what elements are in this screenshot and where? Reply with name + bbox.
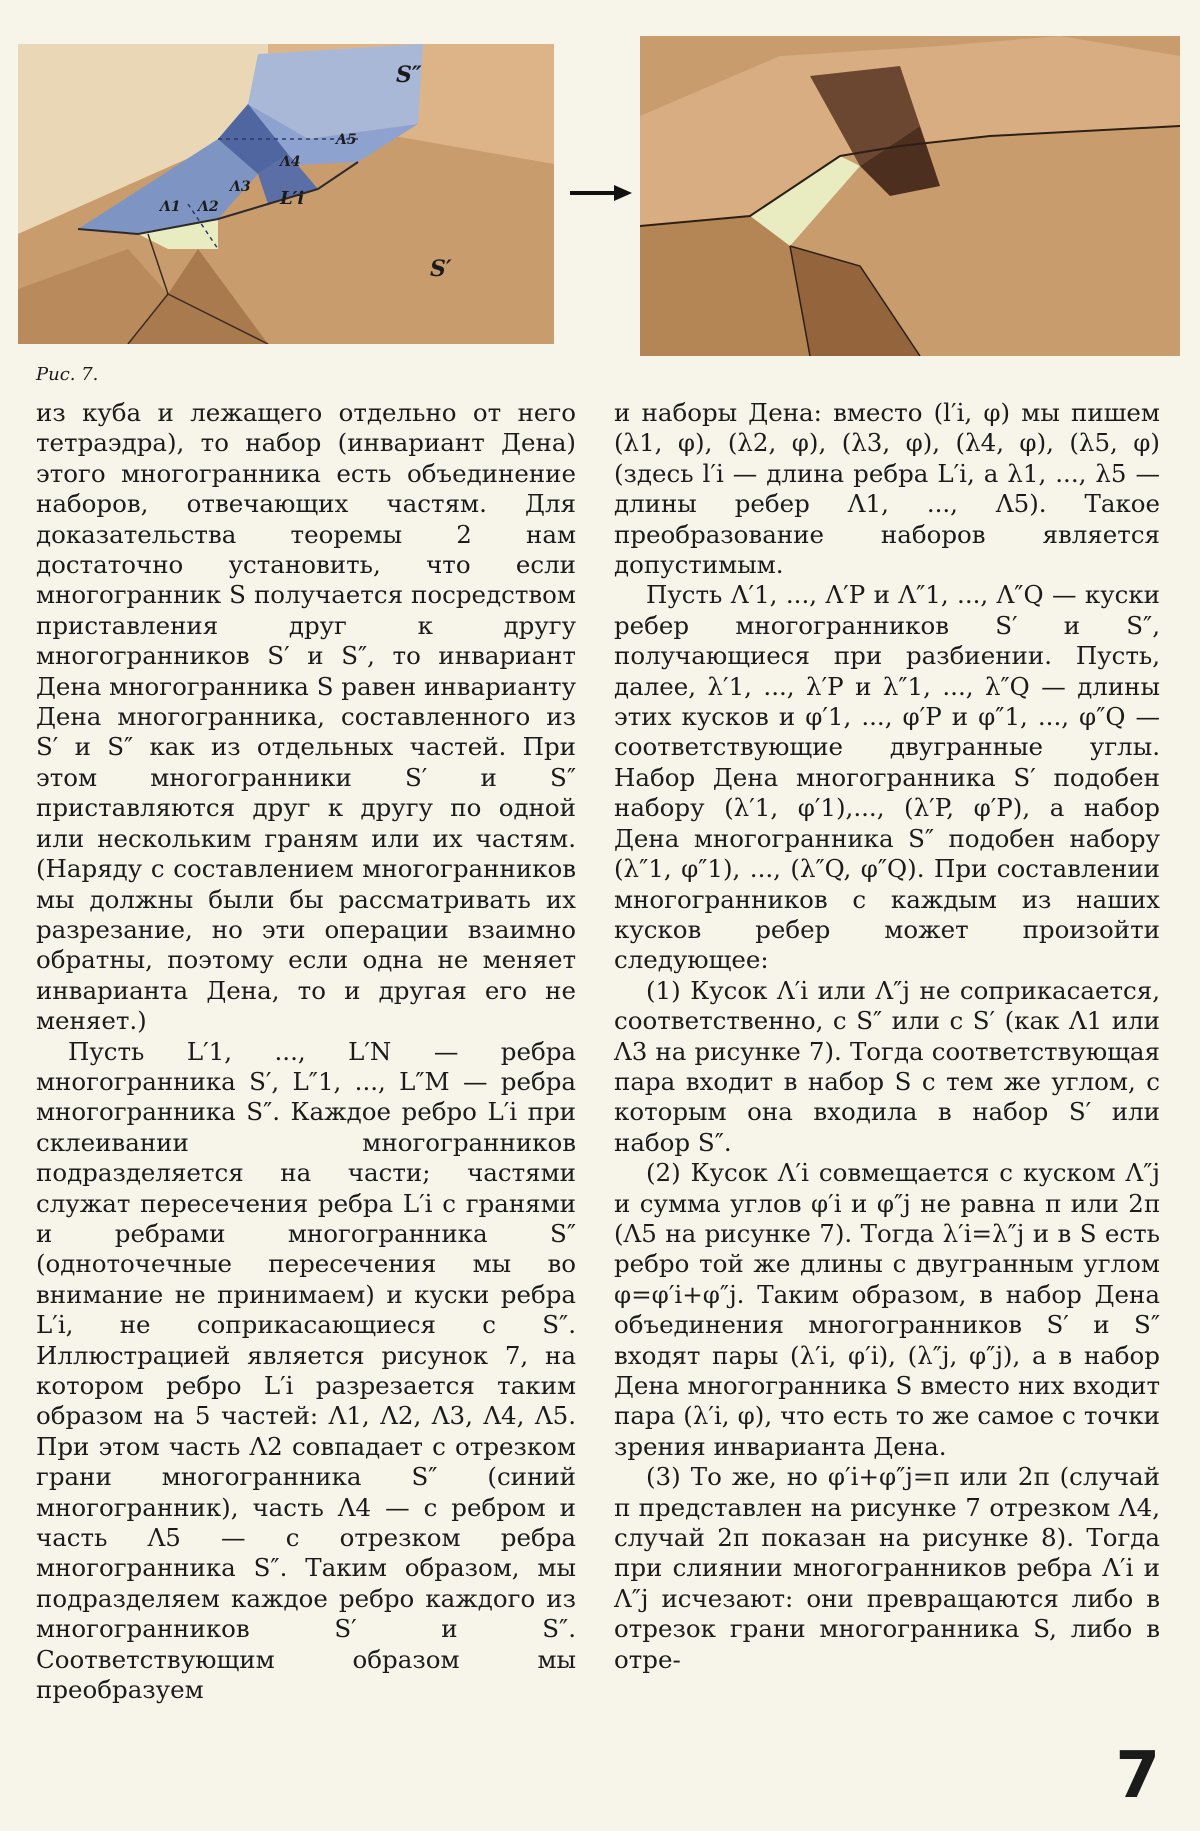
paragraph: Пусть Λ′1, ..., Λ′P и Λ″1, ..., Λ″Q — куски ребер многогранников S′ и S″, получающиеся при разбиении. Пусть, далее, λ′1, ..., λ′P и λ″1, ..., λ″Q — длины этих кусков и φ′1, ..., φ′P и φ″1, ..., φ″Q — соответствующие двугранные углы. Набор Дена многогранника S′ подобен набору (λ′1, φ′1),..., (λ′P, φ′P), а набор Дена многогранника S″ подобен набору (λ″1, φ″1), ..., (λ″Q, φ″Q). При составлении многогранников с каждым из наших кусков ребер может произойти следующее: [614, 580, 1160, 975]
label-lambda3: Λ3 [230, 179, 251, 195]
paragraph: (2) Кусок Λ′i совмещается с куском Λ″j и сумма углов φ′i и φ″j не равна π или 2π (Λ5 на рисунке 7). Тогда λ′i=λ″j и в S есть ребро той же длины с двугранным углом φ=φ′i+φ″j. Таким образом, в набор Дена объединения многогранников S′ и S″ входят пары (λ′i, φ′i), (λ″j, φ″j), а в набор Дена многогранника S вместо них входит пара (λ′i, φ), что есть то же самое с точки зрения инварианта Дена. [614, 1158, 1160, 1461]
label-lambda4: Λ4 [280, 154, 301, 170]
paragraph: Пусть L′1, ..., L′N — ребра многогранника S′, L″1, ..., L″M — ребра многогранника S″. Каждое ребро L′i при склеивании многогранников подразделяется на части; частями служат пересечения ребра L′i с гранями и ребрами многогранника S″ (одноточечные пересечения мы во внимание не принимаем) и куски ребра L′i, не соприкасающиеся с S″. Иллюстрацией является рисунок 7, на котором ребро L′i разрезается таким образом на 5 частей: Λ1, Λ2, Λ3, Λ4, Λ5. При этом часть Λ2 совпадает с отрезком грани многогранника S″ (синий многогранник), часть Λ4 — с ребром и часть Λ5 — с отрезком ребра многогранника S″. Таким образом, мы подразделяем каждое ребро каждого из многогранников S′ и S″. Соответствующим образом мы преобразуем [36, 1036, 576, 1705]
label-lambda1: Λ1 [160, 199, 181, 215]
label-s-double: S″ [396, 62, 422, 88]
figure-7-before [18, 44, 554, 344]
label-s-prime: S′ [430, 256, 452, 282]
paragraph: (1) Кусок Λ′i или Λ″j не соприкасается, соответственно, с S″ или с S′ (как Λ1 или Λ3 на рисунке 7). Тогда соответствующая пара входит в набор S с тем же углом, с которым она входила в набор S′ или набор S″. [614, 975, 1160, 1157]
left-column [36, 398, 576, 1705]
paragraph: и наборы Дена: вместо (l′i, φ) мы пишем (λ1, φ), (λ2, φ), (λ3, φ), (λ4, φ), (λ5, φ) (здесь l′i — длина ребра L′i, а λ1, ..., λ5 — длины ребер Λ1, ..., Λ5). Такое преобразование наборов является допустимым. [614, 398, 1160, 580]
page-number: 7 [1115, 1739, 1160, 1813]
paragraph: из куба и лежащего отдельно от него тетраэдра), то набор (инвариант Дена) этого многогранника есть объединение наборов, отвечающих частям. Для доказательства теоремы 2 нам достаточно установить, что если многогранник S получается посредством приставления друг к другу многогранников S′ и S″, то инвариант Дена многогранника S равен инварианту Дена многогранника, составленного из S′ и S″ как из отдельных частей. При этом многогранники S′ и S″ приставляются друг к другу по одной или нескольким граням или их частям. (Наряду с составлением многогранников мы должны были бы рассматривать их разрезание, но эти операции взаимно обратны, поэтому если одна не меняет инварианта Дена, то и другая его не меняет.) [36, 398, 576, 1036]
figure-7-after [640, 36, 1180, 356]
label-lambda2: Λ2 [198, 199, 219, 215]
paragraph: (3) То же, но φ′i+φ″j=π или 2π (случай π представлен на рисунке 7 отрезком Λ4, случай 2π показан на рисунке 8). Тогда при слиянии многогранников ребра Λ′i и Λ″j исчезают: они превращаются либо в отрезок грани многогранника S, либо в отре- [614, 1462, 1160, 1674]
right-column [614, 398, 1160, 1675]
arrow-icon [570, 183, 632, 203]
figure-caption: Рис. 7. [36, 364, 99, 385]
label-edge-l: L′i [280, 188, 305, 209]
label-lambda5: Λ5 [336, 132, 357, 148]
